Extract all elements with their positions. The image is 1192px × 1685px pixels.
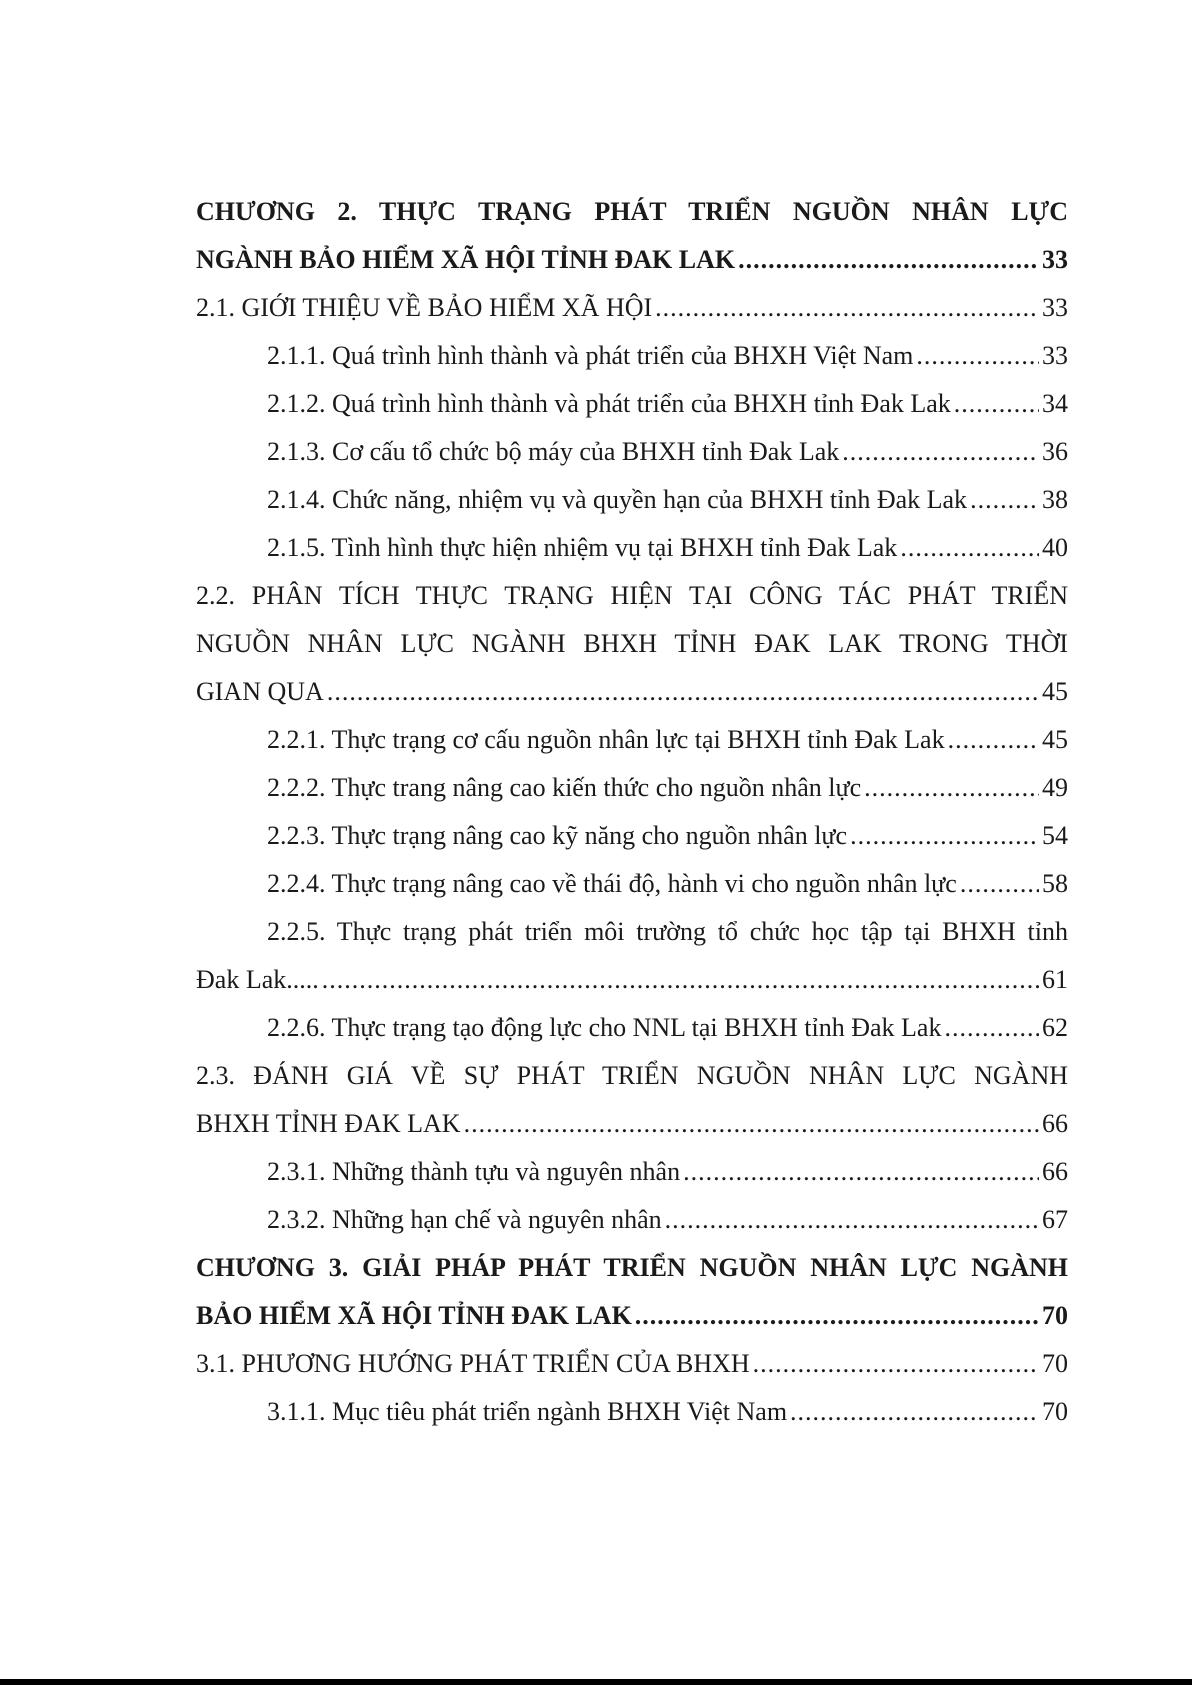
toc-entry-title: 2.3. ĐÁNH GIÁ VỀ SỰ PHÁT TRIỂN NGUỒN NHÂN LỰC NGÀNH — [196, 1061, 1068, 1090]
toc-entry-title: Đak Lak..... — [196, 965, 319, 994]
toc-entry — [196, 428, 1068, 476]
toc-page-number: 70 — [1042, 1301, 1068, 1330]
toc-entry-title: NGUỒN NHÂN LỰC NGÀNH BHXH TỈNH ĐAK LAK TRONG THỜI — [196, 629, 1068, 658]
toc-heading-line — [196, 188, 1068, 236]
dot-leader — [322, 956, 1039, 1004]
toc-page-number: 34 — [1042, 389, 1068, 418]
toc-page-number: 70 — [1042, 1349, 1068, 1378]
dot-leader — [954, 380, 1039, 428]
toc-entry — [196, 284, 1068, 332]
toc-entry — [196, 1340, 1068, 1388]
toc-entry-title: 2.2.4. Thực trạng nâng cao về thái độ, hành vi cho nguồn nhân lực — [267, 869, 957, 898]
toc-entry-title: BHXH TỈNH ĐAK LAK — [196, 1109, 461, 1138]
dot-leader — [790, 1388, 1039, 1436]
dot-leader — [948, 716, 1039, 764]
toc-entry-title: 3.1. PHƯƠNG HƯỚNG PHÁT TRIỂN CỦA BHXH — [196, 1349, 750, 1378]
dot-leader — [916, 332, 1039, 380]
toc-entry-title: NGÀNH BẢO HIỂM XÃ HỘI TỈNH ĐAK LAK — [196, 245, 736, 274]
toc-page-number: 38 — [1042, 485, 1068, 514]
dot-leader — [738, 236, 1039, 284]
dot-leader — [753, 1340, 1039, 1388]
toc-page-number: 33 — [1042, 245, 1068, 274]
toc-entry-title: 2.1. GIỚI THIỆU VỀ BẢO HIỂM XÃ HỘI — [196, 293, 653, 322]
toc-heading-line — [196, 1052, 1068, 1100]
toc-page-number: 54 — [1042, 821, 1068, 850]
toc-page-number: 58 — [1042, 869, 1068, 898]
toc-entry-title: 2.2. PHÂN TÍCH THỰC TRẠNG HIỆN TẠI CÔNG TÁC PHÁT TRIỂN — [196, 581, 1068, 610]
toc-entry-title: 2.1.5. Tình hình thực hiện nhiệm vụ tại BHXH tỉnh Đak Lak — [267, 533, 898, 562]
toc-page-number: 49 — [1042, 773, 1068, 802]
toc-entry-title: CHƯƠNG 2. THỰC TRẠNG PHÁT TRIỂN NGUỒN NHÂN LỰC — [196, 197, 1068, 226]
dot-leader — [842, 428, 1039, 476]
toc-page-number: 40 — [1042, 533, 1068, 562]
toc-page-number: 33 — [1042, 293, 1068, 322]
dot-leader — [850, 812, 1039, 860]
toc-page-number: 45 — [1042, 677, 1068, 706]
toc-entry-title: 2.3.2. Những hạn chế và nguyên nhân — [267, 1205, 662, 1234]
toc-page-number: 66 — [1042, 1157, 1068, 1186]
toc-entry — [196, 476, 1068, 524]
dot-leader — [683, 1148, 1039, 1196]
toc-entry — [196, 716, 1068, 764]
toc-entry — [196, 1100, 1068, 1148]
toc-page-number: 61 — [1042, 965, 1068, 994]
toc-entry — [196, 1196, 1068, 1244]
toc-heading-line — [196, 908, 1068, 956]
toc-entry-title: 2.1.3. Cơ cấu tổ chức bộ máy của BHXH tỉnh Đak Lak — [267, 437, 840, 466]
toc-entry — [196, 1292, 1068, 1340]
dot-leader — [944, 1004, 1039, 1052]
toc-entry — [196, 668, 1068, 716]
toc-entry-title: BẢO HIỂM XÃ HỘI TỈNH ĐAK LAK — [196, 1301, 632, 1330]
table-of-contents — [196, 188, 1068, 1436]
bottom-edge-bar — [0, 1679, 1192, 1685]
toc-entry-title: 2.1.1. Quá trình hình thành và phát triển của BHXH Việt Nam — [267, 341, 914, 370]
toc-entry-title: 2.2.6. Thực trạng tạo động lực cho NNL tại BHXH tỉnh Đak Lak — [267, 1013, 942, 1042]
dot-leader — [665, 1196, 1039, 1244]
toc-entry — [196, 812, 1068, 860]
toc-entry — [196, 860, 1068, 908]
dot-leader — [635, 1292, 1039, 1340]
dot-leader — [960, 860, 1039, 908]
toc-entry-title: 2.1.2. Quá trình hình thành và phát triển của BHXH tỉnh Đak Lak — [267, 389, 951, 418]
dot-leader — [970, 476, 1039, 524]
toc-page-number: 66 — [1042, 1109, 1068, 1138]
toc-page-number: 33 — [1042, 341, 1068, 370]
toc-page-number: 62 — [1042, 1013, 1068, 1042]
dot-leader — [864, 764, 1039, 812]
dot-leader — [327, 668, 1039, 716]
toc-entry — [196, 1148, 1068, 1196]
toc-entry-title: 3.1.1. Mục tiêu phát triển ngành BHXH Việt Nam — [267, 1397, 788, 1426]
toc-page-number: 45 — [1042, 725, 1068, 754]
dot-leader — [900, 524, 1039, 572]
toc-page-number: 67 — [1042, 1205, 1068, 1234]
toc-entry — [196, 1004, 1068, 1052]
toc-heading-line — [196, 572, 1068, 620]
toc-entry — [196, 764, 1068, 812]
toc-entry — [196, 380, 1068, 428]
toc-entry-title: GIAN QUA — [196, 677, 324, 706]
toc-entry — [196, 236, 1068, 284]
toc-entry — [196, 332, 1068, 380]
toc-entry — [196, 956, 1068, 1004]
dot-leader — [655, 284, 1039, 332]
toc-entry — [196, 524, 1068, 572]
toc-page-number: 70 — [1042, 1397, 1068, 1426]
toc-entry-title: 2.2.2. Thực trang nâng cao kiến thức cho nguồn nhân lực — [267, 773, 862, 802]
toc-entry-title: 2.2.5. Thực trạng phát triển môi trường tổ chức học tập tại BHXH tỉnh — [267, 917, 1068, 946]
toc-heading-line — [196, 1244, 1068, 1292]
toc-page-number: 36 — [1042, 437, 1068, 466]
dot-leader — [464, 1100, 1039, 1148]
toc-entry-title: 2.3.1. Những thành tựu và nguyên nhân — [267, 1157, 681, 1186]
toc-entry-title: 2.2.3. Thực trạng nâng cao kỹ năng cho nguồn nhân lực — [267, 821, 848, 850]
toc-entry-title: 2.2.1. Thực trạng cơ cấu nguồn nhân lực tại BHXH tỉnh Đak Lak — [267, 725, 945, 754]
toc-entry-title: 2.1.4. Chức năng, nhiệm vụ và quyền hạn của BHXH tỉnh Đak Lak — [267, 485, 968, 514]
toc-entry — [196, 1388, 1068, 1436]
toc-entry-title: CHƯƠNG 3. GIẢI PHÁP PHÁT TRIỂN NGUỒN NHÂN LỰC NGÀNH — [196, 1253, 1068, 1282]
toc-heading-line — [196, 620, 1068, 668]
